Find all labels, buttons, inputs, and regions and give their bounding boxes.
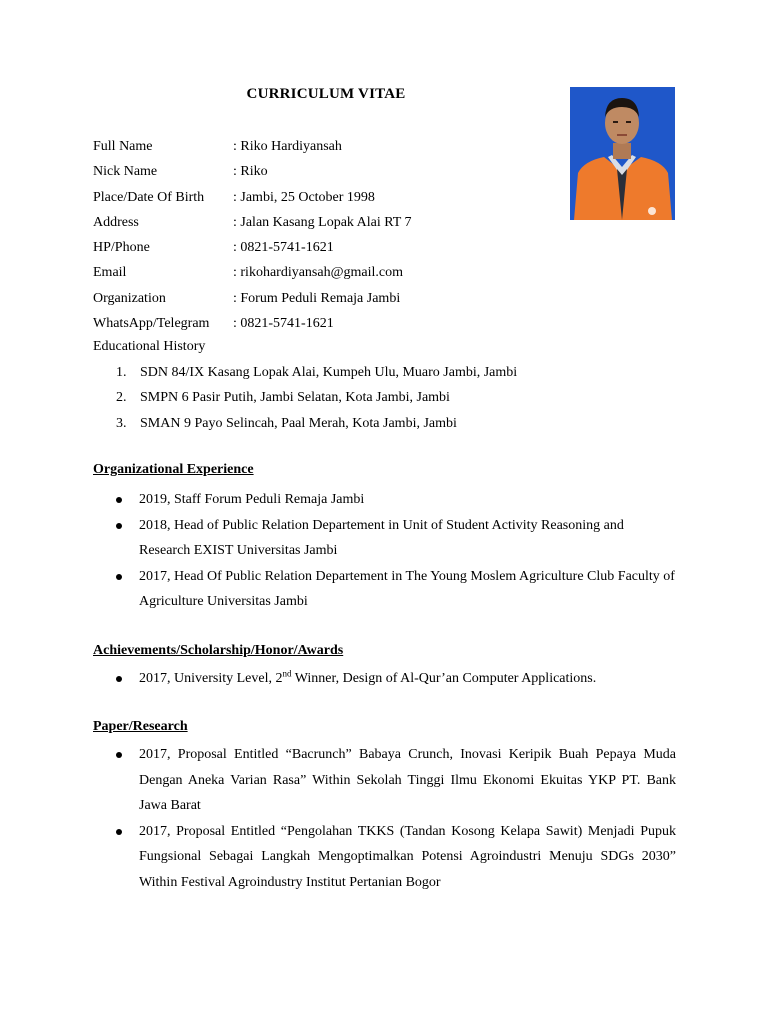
info-label: Place/Date Of Birth [93, 189, 205, 205]
list-text: 2017, University Level, 2 [139, 671, 283, 686]
list-text: 2018, Head of Public Relation Departement in Unit of Student Activity Reasoning and Research EXIST Universitas Jambi [139, 517, 624, 558]
superscript: nd [282, 668, 292, 679]
list-item [116, 564, 676, 615]
organizational-heading: Organizational Experience [93, 462, 254, 477]
info-row-phone [93, 235, 412, 260]
achievements-list [116, 666, 676, 692]
document-title: CURRICULUM VITAE [246, 86, 406, 102]
info-row-address [93, 210, 412, 235]
list-text: Winner, Design of Al-Qur’an Computer Applications. [291, 671, 597, 686]
list-text: SMPN 6 Pasir Putih, Jambi Selatan, Kota Jambi, Jambi [140, 390, 450, 406]
info-row-email [93, 260, 412, 285]
list-item [116, 360, 517, 385]
bullet-icon [116, 752, 122, 758]
bullet-icon [116, 497, 122, 503]
list-item [116, 411, 517, 436]
info-value: : Forum Peduli Remaja Jambi [233, 290, 401, 306]
info-value: : Jambi, 25 October 1998 [233, 189, 375, 205]
info-row-nick-name [93, 159, 412, 184]
info-label: WhatsApp/Telegram [93, 316, 210, 332]
info-label: Organization [93, 290, 166, 306]
list-number: 1. [116, 365, 127, 380]
portrait-image [570, 87, 675, 220]
info-label: Address [93, 214, 139, 230]
info-value: : Jalan Kasang Lopak Alai RT 7 [233, 214, 412, 230]
list-text: 2017, Head Of Public Relation Departement in The Young Moslem Agriculture Club Faculty of Agriculture Universitas Jambi [139, 568, 675, 609]
education-heading: Educational History [93, 339, 206, 354]
list-item [116, 513, 676, 564]
bullet-icon [116, 523, 122, 529]
info-label: HP/Phone [93, 240, 150, 256]
info-row-organization [93, 286, 412, 311]
info-row-birth [93, 185, 412, 210]
list-text: 2017, Proposal Entitled “Pengolahan TKKS (Tandan Kosong Kelapa Sawit) Menjadi Pupuk Fungsional Sebagai Langkah Mengoptimalkan Potensi Agroindustri Menuju SDGs 2030” Within Festival Agroindustry Institut Pertanian Bogor [139, 823, 676, 890]
info-row-full-name [93, 134, 412, 159]
profile-photo [570, 87, 675, 220]
info-value: : rikohardiyansah@gmail.com [233, 265, 403, 281]
list-text: 2019, Staff Forum Peduli Remaja Jambi [139, 492, 365, 507]
info-row-whatsapp [93, 311, 412, 336]
organizational-list [116, 487, 676, 615]
info-label: Nick Name [93, 164, 158, 180]
education-list [116, 360, 517, 436]
research-list [116, 742, 676, 895]
list-item [116, 819, 676, 896]
list-item [116, 666, 676, 692]
info-value: : 0821-5741-1621 [233, 240, 334, 256]
info-label: Email [93, 265, 127, 281]
bullet-icon [116, 574, 122, 580]
list-text: SDN 84/IX Kasang Lopak Alai, Kumpeh Ulu, Muaro Jambi, Jambi [140, 365, 518, 380]
info-value: : Riko [233, 164, 268, 180]
info-value: : 0821-5741-1621 [233, 316, 334, 332]
achievements-heading: Achievements/Scholarship/Honor/Awards [93, 643, 344, 658]
list-item [116, 385, 517, 410]
list-item [116, 487, 676, 513]
research-heading: Paper/Research [93, 719, 188, 734]
list-item [116, 742, 676, 819]
info-label: Full Name [93, 139, 153, 154]
list-text: SMAN 9 Payo Selincah, Paal Merah, Kota Jambi, Jambi [140, 415, 457, 431]
bullet-icon [116, 676, 122, 682]
list-text: 2017, Proposal Entitled “Bacrunch” Babaya Crunch, Inovasi Keripik Buah Pepaya Muda Dengan Aneka Varian Rasa” Within Sekolah Tinggi Ilmu Ekonomi Ekuitas YKP PT. Bank Jawa Barat [139, 747, 676, 813]
info-value: : Riko Hardiyansah [233, 139, 342, 154]
list-number: 2. [116, 390, 127, 406]
personal-info [93, 134, 412, 336]
list-number: 3. [116, 415, 127, 431]
bullet-icon [116, 829, 122, 835]
